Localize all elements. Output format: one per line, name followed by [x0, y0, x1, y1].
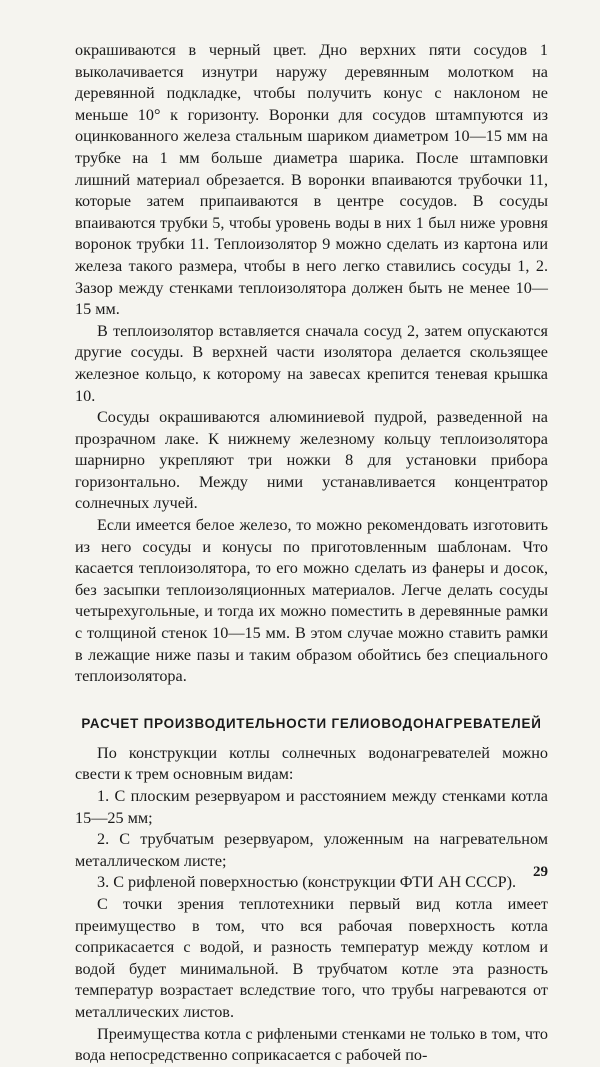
list-item: 3. С рифленой поверхностью (конструкции ФТИ АН СССР). — [97, 873, 517, 892]
paragraph: С точки зрения теплотехники первый вид котла имеет преимущество в том, что вся рабочая поверхность котла соприкасается с водой, и разность температур между котлом и водой будет минимальной. В трубчатом котле эта разность температур возрастает вследствие того, что трубы нагреваются от металлических листов. — [75, 894, 548, 1021]
paragraph: Преимущества котла с рифлеными стенками не только в том, что вода непосредственно соприкасается с рабочей по- — [75, 1024, 548, 1065]
paragraph: По конструкции котлы солнечных водонагревателей можно свести к трем основным видам: — [75, 743, 548, 784]
page-number: 29 — [533, 864, 548, 880]
list-item: 2. С трубчатым резервуаром, уложенным на нагревательном металлическом листе; — [75, 830, 548, 870]
paragraph: В теплоизолятор вставляется сначала сосуд 2, затем опускаются другие сосуды. В верхней части изолятора делается скользящее железное кольцо, к которому на завесах крепится теневая крышка 10. — [75, 321, 548, 405]
section-heading: РАСЧЕТ ПРОИЗВОДИТЕЛЬНОСТИ ГЕЛИОВОДОНАГРЕВАТЕЛЕЙ — [81, 715, 542, 731]
paragraph: окрашиваются в черный цвет. Дно верхних пяти сосудов 1 выколачивается изнутри наружу деревянным молотком на деревянной подкладке, чтобы получить конус с наклоном не меньше 10° к горизонту. Воронки для сосудов штампуются из оцинкованного железа стальным шариком диаметром 10—15 мм на трубке на 1 мм больше диаметра шарика. После штамповки лишний материал обрезается. В воронки впаиваются трубочки 11, которые затем припаиваются в центре сосудов. В сосуды впаиваются трубки 5, чтобы уровень воды в них 1 был ниже уровня воронок трубки 11. Теплоизолятор 9 можно сделать из картона или железа такого размера, чтобы в него легко ставились сосуды 1, 2. Зазор между стенками теплоизолятора должен быть не менее 10—15 мм. — [75, 41, 548, 319]
paragraph: Если имеется белое железо, то можно рекомендовать изготовить из него сосуды и конусы по приготовленным шаблонам. Что касается теплоизолятора, то его можно сделать из фанеры и досок, без засыпки теплоизоляционных материалов. Легче делать сосуды четырехугольные, и тогда их можно поместить в деревянные рамки с толщиной стенок 10—15 мм. В этом случае можно ставить рамки в лежащие ниже пазы и таким образом обойтись без специального теплоизолятора. — [75, 516, 548, 686]
list-item: 1. С плоским резервуаром и расстоянием между стенками котла 15—25 мм; — [75, 787, 548, 827]
paragraph: Сосуды окрашиваются алюминиевой пудрой, разведенной на прозрачном лаке. К нижнему железному кольцу теплоизолятора шарнирно укрепляют три ножки 8 для установки прибора горизонтально. Между ними устанавливается концентратор солнечных лучей. — [75, 408, 548, 513]
